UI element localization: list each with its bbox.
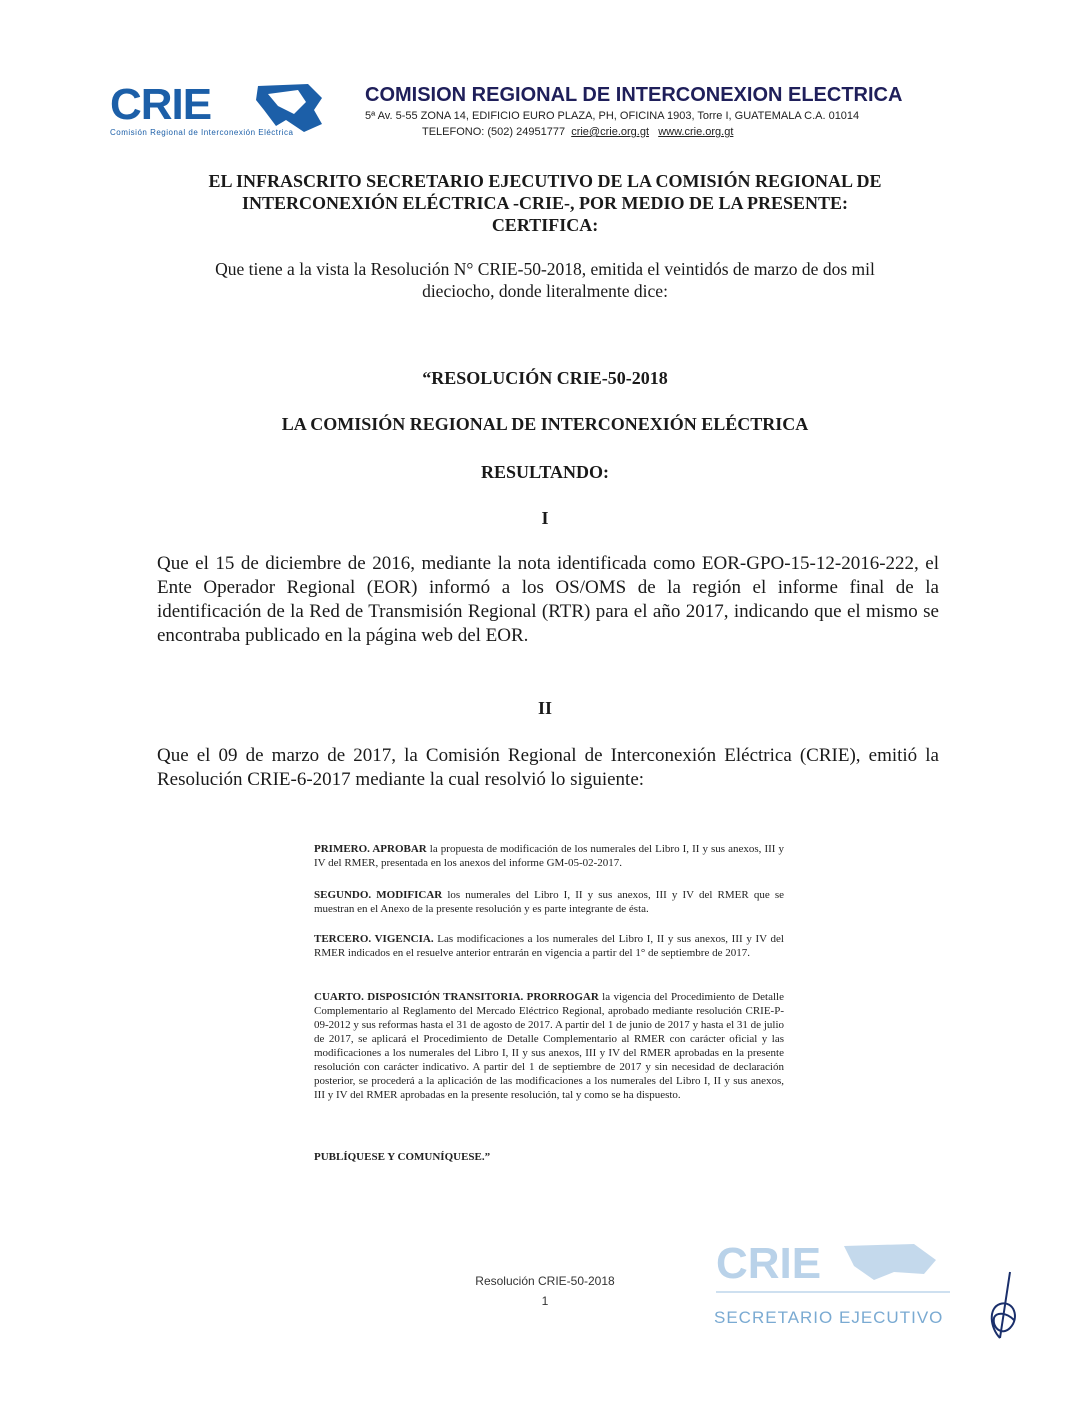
paragraph: Que el 15 de diciembre de 2016, mediante la nota identificada como EOR-GPO-15-12-2016-222, el Ente Operador Regional (EOR) informó a los OS/OMS de la región el informe final de la identificación de la Red de Transmisión Regional (RTR) para el año 2017, indicando que el mismo se encontraba publicado en la página web del EOR. — [157, 553, 939, 646]
article-text: la vigencia del Procedimiento de Detalle Complementario al Reglamento del Mercado Eléctrico Regional, aprobado mediante resolución CRIE-P-09-2012 y sus reformas hasta el 31 de agosto de 2017. A partir del 1 de junio de 2017 y hasta el 31 de julio de 2017, se aplicará el Procedimiento de Detalle Complementario al RMER con carácter oficial y las modificaciones a los numerales del Libro I, II y sus anexos, III y IV del RMER aprobadas en la presente resolución con carácter indicativo. A partir del 1 de septiembre de 2017 y sin necesidad de declaración posterior, se procederá a la aplicación de las modificaciones a los numerales del Libro I, II y sus anexos, III y IV del RMER aprobadas en la presente resolución, tal y como se ha dispuesto. — [314, 991, 784, 1101]
article-lead: SEGUNDO. MODIFICAR — [314, 889, 443, 901]
intro-line: Que tiene a la vista la Resolución N° CRIE-50-2018, emitida el veintidós de marzo de dos mil — [215, 259, 875, 279]
closing-line: PUBLÍQUESE Y COMUNÍQUESE.” — [314, 1151, 491, 1163]
article-lead: TERCERO. VIGENCIA. — [314, 933, 434, 945]
quoted-article — [314, 842, 784, 870]
article-text: los numerales del Libro I, II y sus anexos, III y IV del RMER que se muestran en el Anexo de la presente resolución y es parte integrante de ésta. — [314, 889, 784, 915]
quoted-article — [314, 990, 784, 1102]
org-address: 5ª Av. 5-55 ZONA 14, EDIFICIO EURO PLAZA, PH, OFICINA 1903, Torre I, GUATEMALA C.A. 01014 — [365, 110, 860, 122]
intro-line: dieciocho, donde literalmente dice: — [422, 281, 668, 301]
article-lead: CUARTO. DISPOSICIÓN TRANSITORIA. PRORROGAR — [314, 991, 599, 1003]
resolution-title: “RESOLUCIÓN CRIE-50-2018 — [422, 368, 668, 388]
quoted-article — [314, 932, 784, 960]
footer-label: Resolución CRIE-50-2018 — [475, 1274, 615, 1288]
heading-line: INTERCONEXIÓN ELÉCTRICA -CRIE-, POR MEDIO DE LA PRESENTE: — [241, 193, 849, 213]
handwritten-signature — [970, 1268, 1030, 1348]
page-number: 1 — [541, 1294, 549, 1308]
article-lead: PRIMERO. APROBAR — [314, 843, 427, 855]
resolution-authority: LA COMISIÓN REGIONAL DE INTERCONEXIÓN ELÉCTRICA — [281, 414, 809, 434]
logo-text: CRIE — [110, 80, 212, 129]
heading-line: EL INFRASCRITO SECRETARIO EJECUTIVO DE LA COMISIÓN REGIONAL DE — [208, 171, 882, 191]
svg-text:CRIE: CRIE — [716, 1239, 822, 1288]
logo-subtitle: Comisión Regional de Interconexión Eléctrica — [110, 128, 294, 137]
email-link[interactable]: crie@crie.org.gt — [571, 126, 650, 138]
paragraph: Que el 09 de marzo de 2017, la Comisión Regional de Interconexión Eléctrica (CRIE), emitió la Resolución CRIE-6-2017 mediante la cual resolvió lo siguiente: — [157, 745, 939, 790]
article-text: Las modificaciones a los numerales del Libro I, II y sus anexos, III y IV del RMER indicados en el resuelve anterior entrarán en vigencia a partir del 1° de septiembre de 2017. — [314, 933, 784, 959]
org-contact — [422, 126, 733, 138]
website-link[interactable]: www.crie.org.gt — [658, 126, 734, 138]
heading-line: CERTIFICA: — [491, 215, 599, 235]
stamp-title: SECRETARIO EJECUTIVO — [714, 1308, 944, 1327]
section-heading: RESULTANDO: — [480, 462, 610, 482]
roman-numeral: II — [537, 698, 552, 718]
certification-intro — [120, 258, 970, 302]
article-text: la propuesta de modificación de los numerales del Libro I, II y sus anexos, III y IV del RMER, presentada en los anexos del informe GM-05-02-2017. — [314, 843, 784, 869]
certification-heading — [120, 170, 970, 236]
quoted-article — [314, 888, 784, 916]
phone: TELEFONO: (502) 24951777 — [422, 126, 566, 138]
roman-numeral: I — [541, 508, 549, 528]
org-name: COMISION REGIONAL DE INTERCONEXION ELECTRICA — [365, 84, 903, 106]
